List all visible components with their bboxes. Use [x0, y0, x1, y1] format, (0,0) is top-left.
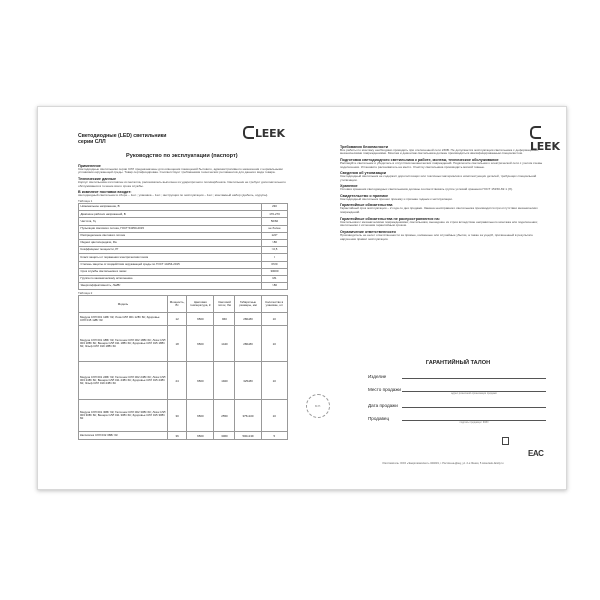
table-row — [79, 313, 288, 326]
model-cell: Кассиопея СЛЛ 032 36Вт 6К — [79, 432, 168, 440]
power-cell: 36 — [168, 432, 187, 440]
warranty-field — [340, 414, 546, 421]
size-cell: 375х100 — [235, 400, 261, 432]
value-cell: >80 — [262, 239, 288, 246]
eac-mark: EAC — [528, 449, 544, 458]
brand-name: LEEK — [530, 140, 560, 153]
value-cell: 230 — [262, 204, 288, 211]
temp-cell: 6500 — [187, 400, 214, 432]
column-header: Количество в упаковке, шт — [261, 296, 287, 313]
value-cell: 120° — [262, 232, 288, 239]
column-header: Габаритные размеры, мм — [235, 296, 261, 313]
param-cell: Диапазон рабочих напряжений, В — [79, 211, 262, 218]
section-text: Светильники с механическими повреждениями; светильники, вышедшие из строя вследствие неправильного монтажа или подключения; светильники с истекшим гарантийным сроком. — [340, 219, 538, 228]
param-cell: Энергоэффективность, Лм/Вт — [79, 283, 262, 290]
temp-cell: 6500 — [187, 326, 214, 362]
column-header: Мощность, Вт — [168, 296, 187, 313]
section-heading: Требования безопасности — [340, 144, 389, 149]
param-cell: Срок службы светильника в часах — [79, 268, 262, 275]
table-row — [79, 204, 288, 211]
manufacturer-footer: Изготовитель: ООО «Энергокомплект» 344019, г. Ростов-на-Дону, ул. 2-я Линия, 5 www.leek-family.ru — [382, 462, 504, 465]
flux-cell: 960 — [214, 313, 235, 326]
table-row — [79, 247, 288, 254]
product-title — [78, 133, 198, 145]
model-cell: Медуза СЛЛ 001 30Вт 6К; Галчонок СЛЛ 002 30Вт 6К; Лоза СЛЛ 003 30Вт 6К; Венера СЛЛ 011 30Вт 6К; Здоровье СЛЛ 015 30Вт 6К — [79, 400, 168, 432]
stamp-placeholder: М.П. — [306, 394, 330, 418]
document-title: Руководство по эксплуатации (паспорт) — [126, 153, 238, 159]
value-cell: >80 — [262, 283, 288, 290]
table-row — [79, 239, 288, 246]
brand-name: LEEK — [255, 127, 285, 140]
qty-cell: 5 — [261, 432, 287, 440]
section-text: Производитель не несет ответственности за прямые, косвенные или случайные убытки, а также за ущерб, причиненный в результате нарушения правил эксплуатации. — [340, 232, 533, 241]
field-hint: подпись продавца / ФИО — [459, 421, 489, 424]
param-cell: Группа по механическому исполнению — [79, 275, 262, 282]
logo-mark-icon — [530, 126, 541, 139]
field-label: Место продажи — [368, 387, 401, 392]
warranty-field — [340, 372, 546, 379]
value-cell: М1 — [262, 275, 288, 282]
section-text: Условия хранения светодиодных светильников должны соответствовать группе условий хранения ГОСТ 15150-69 1 (Л). — [340, 187, 513, 192]
product-title-line2: серии СЛЛ — [78, 139, 106, 145]
value-cell: не более — [262, 225, 288, 232]
table1-caption: Таблица 1 — [78, 199, 93, 204]
section-text: Светодиодные светильники серии СЛЛ предназначены для освещения помещений бытового, административного назначения с нормальными условиями окружающей среды. Товар сертифицирован. Соответствует требованиям технических регламентов для данного вида товара. — [78, 166, 283, 175]
fill-line[interactable] — [402, 414, 546, 421]
table-row — [79, 261, 288, 268]
fill-line[interactable] — [402, 401, 546, 408]
section-heading: Гарантийные обязательства не распространяются на: — [340, 216, 440, 221]
table-row — [79, 211, 288, 218]
field-label: Изделие — [368, 374, 387, 379]
temp-cell: 6500 — [187, 432, 214, 440]
section-heading: Свидетельство о приемке — [340, 193, 389, 198]
section-heading: Применение — [78, 163, 101, 168]
table-row — [79, 326, 288, 362]
left-page — [38, 107, 302, 489]
flux-cell: 2550 — [214, 400, 235, 432]
table2-caption: Таблица 2 — [78, 291, 93, 296]
temp-cell: 6500 — [187, 313, 214, 326]
value-cell: IP20 — [262, 261, 288, 268]
brand-logo — [243, 126, 285, 140]
power-cell: 24 — [168, 362, 187, 400]
param-cell: Распределение светового потока — [79, 232, 262, 239]
section-heading: Технические данные — [78, 176, 117, 181]
table-row — [79, 400, 288, 432]
param-cell: Коэффициент мощности, Pf — [79, 247, 262, 254]
param-cell: Индекс цветопередачи, Ra — [79, 239, 262, 246]
section-heading: Подготовка светодиодного светильника к работе, монтаж, техническое обслуживание — [340, 157, 499, 162]
flux-cell: 1440 — [214, 326, 235, 362]
section-text: Светодиодный светильник прошел приемку и признан годным к эксплуатации. — [340, 196, 453, 201]
param-cell: Класс защиты от поражения электрическим током — [79, 254, 262, 261]
size-cell: 325х80 — [235, 362, 261, 400]
table-row — [79, 218, 288, 225]
passport-sheet — [37, 106, 567, 490]
section-text: Светодиодный светильник не содержит дорогостоящих или токсичных материалов и комплектующих деталей, требующих специальной утилизации. — [340, 174, 537, 183]
section-text: Распакуйте светильник и убедитесь в отсутствии механических повреждений. Подключите светильник к электрической сети с учетом схемы подключения. Установите рассеиватель на место. Очистку светильника производить мягкой тканью. — [340, 160, 543, 169]
value-cell: 30000 — [262, 268, 288, 275]
section-text: светодиодный светильник в сборе – 1шт.; упаковка – 1шт.; инструкция по эксплуатации – 1шт.; монтажный набор (дюбель, шурупы). — [78, 193, 269, 198]
section-heading: Гарантийные обязательства — [340, 203, 393, 208]
table-row — [79, 225, 288, 232]
section-text: Корпус светильника изготовлен из металла, рассеиватель выполнен из ударопрочного поликарбоната. Светильник не требует дополнительного обслуживания в течение всего срока службы. — [78, 179, 286, 188]
warranty-field — [340, 401, 546, 408]
warranty-title: ГАРАНТИЙНЫЙ ТАЛОН — [425, 360, 491, 366]
size-cell: 280х80 — [235, 313, 261, 326]
section-text: Гарантийный срок эксплуатации – 2 года со дня продажи. Замена неисправного светильника производится при отсутствии механических повреждений. — [340, 206, 538, 215]
column-header: Световой поток, Лм — [214, 296, 235, 313]
field-hint: адрес розничной организации продажи — [451, 392, 497, 395]
value-cell: 176-270 — [262, 211, 288, 218]
specs-table — [78, 203, 288, 290]
model-cell: Медуза СЛЛ 001 18Вт 6К; Галчонок СЛЛ 002 18Вт 6К; Лоза СЛЛ 003 18Вт 6К; Венера СЛЛ 011 18Вт 6К; Здоровье СЛЛ 015 18Вт 6К; Эльф СЛЛ 019 18Вт 6К — [79, 326, 168, 362]
models-table — [78, 295, 288, 440]
section-heading: Ограничение ответственности — [340, 229, 396, 234]
table-row — [79, 362, 288, 400]
right-content — [340, 143, 546, 242]
param-cell: Номинальное напряжение, В — [79, 204, 262, 211]
warranty-field — [340, 385, 546, 392]
value-cell: I — [262, 254, 288, 261]
section-heading: В комплект поставки входит: — [78, 190, 132, 195]
qty-cell: 10 — [261, 362, 287, 400]
section-heading: Сведения об утилизации — [340, 171, 386, 176]
field-label: Дата продажи — [368, 403, 398, 408]
table-row — [79, 268, 288, 275]
table-row — [79, 275, 288, 282]
table-row — [79, 232, 288, 239]
model-cell: Медуза СЛЛ 001 12Вт 6К; Лоза СЛЛ 001 12Вт 6К; Здоровье СЛЛ 015 12Вт 6К — [79, 313, 168, 326]
param-cell: Пульсации светового потока, ГОСТ 54350-2015 — [79, 225, 262, 232]
flux-cell: 3060 — [214, 432, 235, 440]
model-cell: Медуза СЛЛ 001 24Вт 6К; Галчонок СЛЛ 002 24Вт 6К; Лоза СЛЛ 003 24Вт 6К; Венера СЛЛ 011 24Вт 6К; Здоровье СЛЛ 015 24Вт 6К; Эльф СЛЛ 019 24Вт 6К — [79, 362, 168, 400]
crossed-bin-icon — [502, 437, 509, 445]
column-header: Модель — [79, 296, 168, 313]
disposal-marks — [502, 437, 509, 445]
power-cell: 18 — [168, 326, 187, 362]
qty-cell: 10 — [261, 400, 287, 432]
param-cell: Частота, Гц — [79, 218, 262, 225]
param-cell: Степень защиты от воздействия окружающей среды по ГОСТ 14254-2015 — [79, 261, 262, 268]
logo-mark-icon — [243, 126, 254, 139]
left-content — [78, 162, 288, 440]
size-cell: 280х80 — [235, 326, 261, 362]
qty-cell: 10 — [261, 326, 287, 362]
product-title-line1: Светодиодные (LED) светильники — [78, 133, 167, 139]
field-label: Продавец — [368, 416, 390, 421]
temp-cell: 6500 — [187, 362, 214, 400]
section-text: Все работы по монтажу необходимо проводить при отключенной сети 230В. Не допускается эксплуатация светильника с деформациями, механическими повреждениями. Монтаж и демонтаж светильника должен производиться квалифицированным специалистом. — [340, 147, 539, 156]
value-cell: 50/60 — [262, 218, 288, 225]
right-page — [302, 107, 566, 489]
power-cell: 30 — [168, 400, 187, 432]
size-cell: 500х139 — [235, 432, 261, 440]
table-row — [79, 254, 288, 261]
column-header: Цветовая температура, К — [187, 296, 214, 313]
flux-cell: 1920 — [214, 362, 235, 400]
table-row — [79, 432, 288, 440]
section-heading: Хранение — [340, 184, 358, 189]
fill-line[interactable] — [402, 385, 546, 392]
fill-line[interactable] — [402, 372, 546, 379]
warranty-card — [340, 360, 546, 424]
table-row — [79, 283, 288, 290]
value-cell: >0,5 — [262, 247, 288, 254]
qty-cell: 10 — [261, 313, 287, 326]
power-cell: 12 — [168, 313, 187, 326]
